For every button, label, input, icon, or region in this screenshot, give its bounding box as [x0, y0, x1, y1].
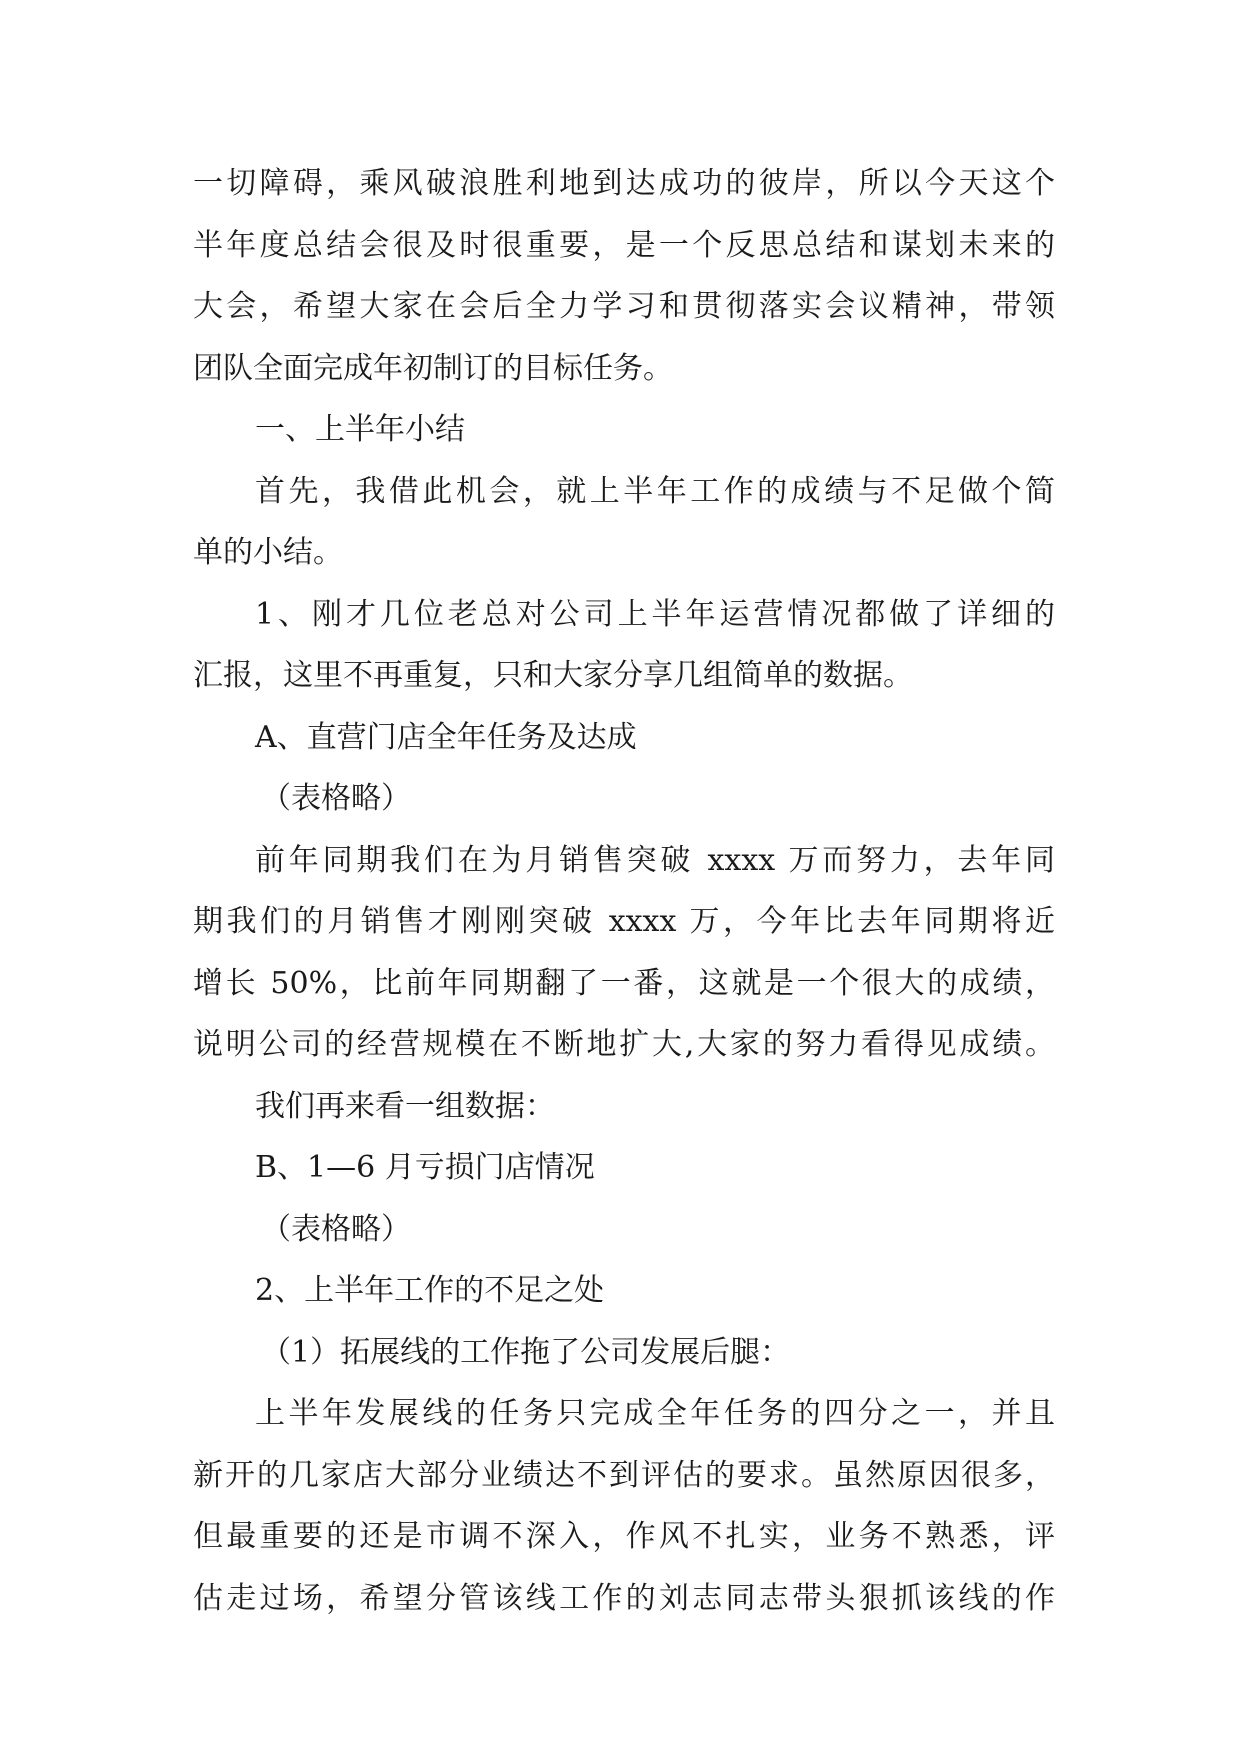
text-line: 新开的几家店大部分业绩达不到评估的要求。虽然原因很多， [193, 1457, 1055, 1493]
text-line: 半年度总结会很及时很重要，是一个反思总结和谋划未来的 [193, 227, 1055, 263]
subsection-heading: A、直营门店全年任务及达成 [255, 719, 637, 755]
table-placeholder: （表格略） [261, 1211, 411, 1247]
text-line: 团队全面完成年初制订的目标任务。 [193, 350, 673, 386]
text-line: 汇报，这里不再重复，只和大家分享几组简单的数据。 [193, 658, 913, 693]
text-line: 但最重要的还是市调不深入，作风不扎实，业务不熟悉，评 [193, 1519, 1055, 1554]
document-body [193, 153, 1055, 1629]
text-line: 估走过场，希望分管该线工作的刘志同志带头狠抓该线的作 [193, 1580, 1055, 1616]
text-line: 1、刚才几位老总对公司上半年运营情况都做了详细的 [255, 596, 1055, 632]
text-line: 说明公司的经营规模在不断地扩大,大家的努力看得见成绩。 [193, 1027, 1055, 1062]
subsection-heading: 2、上半年工作的不足之处 [255, 1273, 605, 1308]
text-line: 增长 50%，比前年同期翻了一番，这就是一个很大的成绩， [193, 965, 1055, 1001]
text-line: 上半年发展线的任务只完成全年任务的四分之一，并且 [255, 1396, 1055, 1431]
text-line: 单的小结。 [193, 535, 343, 570]
text-line: 首先，我借此机会，就上半年工作的成绩与不足做个简 [255, 473, 1055, 509]
section-heading: 一、上半年小结 [255, 412, 465, 447]
subsection-heading: B、1—6 月亏损门店情况 [255, 1150, 595, 1185]
text-line: 大会，希望大家在会后全力学习和贯彻落实会议精神，带领 [193, 289, 1055, 324]
table-placeholder: （表格略） [261, 781, 411, 816]
text-line: 一切障碍，乘风破浪胜利地到达成功的彼岸，所以今天这个 [193, 166, 1055, 201]
subsection-heading: （1）拓展线的工作拖了公司发展后腿： [261, 1334, 791, 1370]
text-line: 我们再来看一组数据： [255, 1088, 555, 1124]
text-line: 期我们的月销售才刚刚突破 xxxx 万，今年比去年同期将近 [193, 904, 1055, 939]
text-line: 前年同期我们在为月销售突破 xxxx 万而努力，去年同 [255, 842, 1055, 878]
